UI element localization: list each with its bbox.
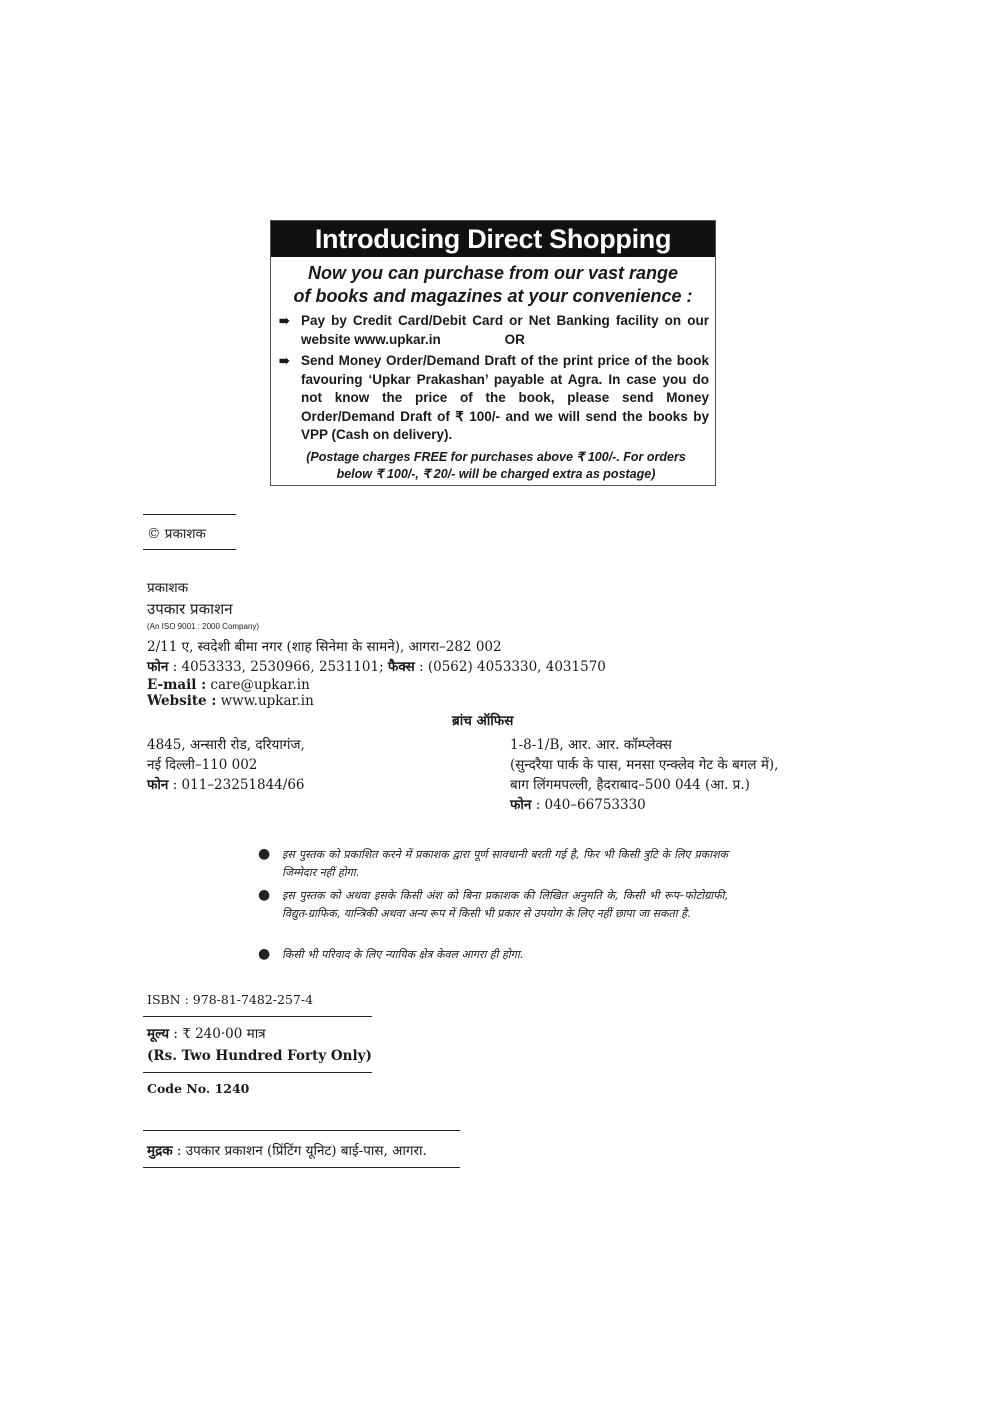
email-label: E-mail : (147, 677, 207, 693)
publisher-website (147, 692, 314, 710)
arrow-icon: ➠ (279, 313, 290, 328)
advert-bullet-online-text: Pay by Credit Card/Debit Card or Net Banking facility on our website www.upkar.in (301, 313, 709, 347)
divider (143, 1072, 372, 1073)
divider (143, 549, 236, 550)
advert-title: Introducing Direct Shopping (271, 221, 715, 257)
disclaimer-item (258, 946, 728, 964)
disclaimer-item (258, 846, 728, 882)
hyderabad-address-line-2: (सुन्दरैया पार्क के पास, मनसा एन्क्लेव गेट के बगल में), (510, 757, 779, 773)
delhi-phone: फोन : 011–23251844/66 (147, 777, 305, 793)
bullet-icon: ● (258, 846, 271, 862)
divider (143, 1130, 460, 1131)
delhi-address-line-2: नई दिल्ली–110 002 (147, 757, 258, 773)
website-label: Website : (147, 693, 217, 709)
price-line (147, 1025, 266, 1043)
website-url: www.upkar.in (216, 693, 314, 709)
hyderabad-address-line-3: बाग लिंगमपल्ली, हैदराबाद–500 044 (आ. प्र.) (510, 777, 750, 793)
divider (143, 1016, 372, 1017)
divider (143, 1167, 460, 1168)
publisher-iso: (An ISO 9001 : 2000 Company) (147, 622, 260, 631)
bullet-icon: ● (258, 946, 271, 962)
fax-label: फैक्स (387, 659, 415, 675)
price-value: : ₹ 240·00 मात्र (169, 1026, 266, 1042)
divider (143, 514, 236, 515)
phone-label: फोन (510, 797, 532, 813)
hyderabad-phone: फोन : 040–66753330 (510, 797, 646, 813)
advert-bullet-money-order (279, 352, 709, 445)
phone-numbers: : 4053333, 2530966, 2531101; (168, 659, 388, 675)
direct-shopping-advert (270, 220, 716, 486)
arrow-icon: ➠ (279, 353, 290, 368)
disclaimer-item (258, 887, 728, 923)
advert-or-label: OR (504, 331, 525, 347)
disclaimer-text: इस पुस्तक को अथवा इसके किसी अंश को बिना प्रकाशक की लिखित अनुमति के, किसी भी रूप–फोटोग्राफी, विद्युत-ग्राफिक, यान्त्रिकी अथवा अन्य रूप में किसी भी प्रकार से उपयोग के लिए नहीं छापा जा सकता है. (282, 889, 728, 920)
advert-lead-line-1: Now you can purchase from our vast range (307, 263, 679, 283)
advert-lead-line-2: of books and magazines at your convenience : (293, 286, 693, 306)
publisher-name: उपकार प्रकाशन (147, 600, 233, 618)
publisher-address: 2/11 ए, स्वदेशी बीमा नगर (शाह सिनेमा के सामने), आगरा–282 002 (147, 639, 502, 655)
price-in-words: (Rs. Two Hundred Forty Only) (147, 1048, 372, 1064)
printer-label: मुद्रक (147, 1143, 173, 1159)
advert-postage-note: (Postage charges FREE for purchases above ₹ 100/-. For orders below ₹ 100/-, ₹ 20/- will be charged extra as postage) (306, 450, 686, 481)
copyright-line: © प्रकाशक (147, 526, 206, 542)
phone-label: फोन (147, 777, 169, 793)
hyderabad-address-line-1: 1-8-1/B, आर. आर. कॉम्प्लेक्स (510, 737, 672, 753)
publisher-contact (147, 658, 606, 676)
printer-value: : उपकार प्रकाशन (प्रिंटिंग यूनिट) बाई-पास, आगरा. (172, 1143, 427, 1159)
branch-heading: ब्रांच ऑफिस (452, 713, 514, 729)
disclaimer-text: इस पुस्तक को प्रकाशित करने में प्रकाशक द्वारा पूर्ण सावधानी बरती गई है, फिर भी किसी त्रुटि के लिए प्रकाशक जिम्मेदार नहीं होगा. (282, 848, 728, 879)
code-number: Code No. 1240 (147, 1081, 250, 1096)
bullet-icon: ● (258, 887, 271, 903)
printer-line (147, 1142, 427, 1160)
email-address: care@upkar.in (206, 677, 310, 693)
price-label: मूल्य (147, 1026, 170, 1042)
advert-bullet-online (279, 312, 709, 349)
delhi-address-line-1: 4845, अन्सारी रोड, दरियागंज, (147, 737, 305, 753)
phone-label: फोन (147, 659, 169, 675)
advert-bullet-money-order-text: Send Money Order/Demand Draft of the print price of the book favouring ‘Upkar Prakashan’ payable at Agra. In case you do not know the price of the book, please send Money Order/Demand Draft of ₹ 100/- and we will send the books by VPP (Cash on delivery). (301, 353, 709, 442)
publisher-label: प्रकाशक (147, 580, 189, 596)
fax-numbers: : (0562) 4053330, 4031570 (414, 659, 606, 675)
isbn: ISBN : 978-81-7482-257-4 (147, 992, 314, 1007)
disclaimer-text: किसी भी परिवाद के लिए न्यायिक क्षेत्र केवल आगरा ही होगा. (282, 948, 524, 961)
